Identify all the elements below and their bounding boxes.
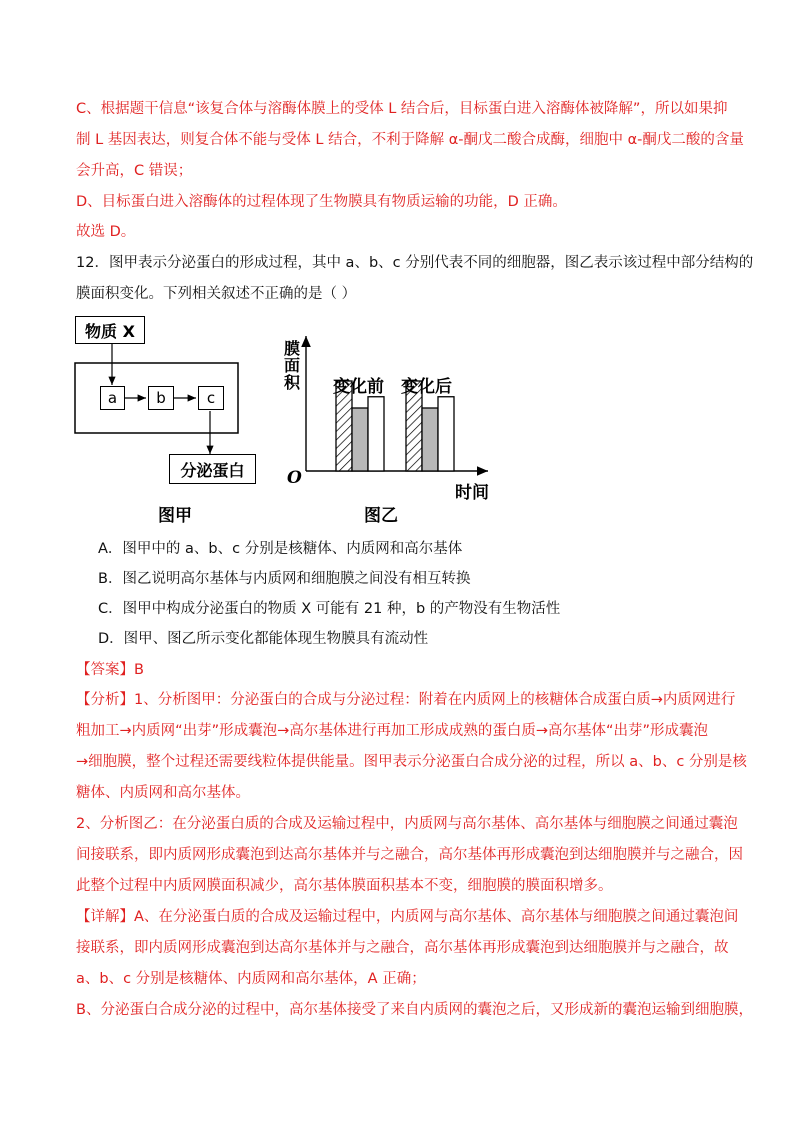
option-a: A．图甲中的 a、b、c 分别是核糖体、内质网和高尔基体 <box>98 541 463 557</box>
text-line: 制 L 基因表达，则复合体不能与受体 L 结合，不利于降解 α-酮戊二酸合成酶，细胞中 α-酮戊二酸的含量 <box>76 132 744 148</box>
detail-line: 接联系，即内质网形成囊泡到达高尔基体并与之融合，高尔基体再形成囊泡到达细胞膜并与之融合，故 <box>76 940 729 956</box>
figure-yi <box>280 326 500 526</box>
analysis-line: 【分析】1、分析图甲：分泌蛋白的合成与分泌过程：附着在内质网上的核糖体合成蛋白质→内质网进行 <box>76 692 736 708</box>
category-label-before: 变化前 <box>333 377 384 397</box>
analysis-line: 此整个过程中内质网膜面积减少，高尔基体膜面积基本不变，细胞膜的膜面积增多。 <box>76 878 613 894</box>
question-stem: 膜面积变化。下列相关叙述不正确的是（ ） <box>76 286 357 302</box>
bar-after-2 <box>422 408 438 471</box>
text-line: D、目标蛋白进入溶酶体的过程体现了生物膜具有物质运输的功能，D 正确。 <box>76 194 567 210</box>
bar-after-3 <box>438 397 454 471</box>
text-line: 会升高，C 错误； <box>76 163 193 179</box>
x-axis-label: 时间 <box>455 483 489 503</box>
option-d: D．图甲、图乙所示变化都能体现生物膜具有流动性 <box>98 631 429 647</box>
figure-jia-caption: 图甲 <box>158 506 192 526</box>
text-line: 故选 D。 <box>76 224 136 240</box>
detail-line: a、b、c 分别是核糖体、内质网和高尔基体，A 正确； <box>76 971 426 987</box>
analysis-line: →细胞膜，整个过程还需要线粒体提供能量。图甲表示分泌蛋白合成分泌的过程，所以 a、b、c 分别是核 <box>76 754 747 770</box>
answer-line: 【答案】B <box>76 662 144 678</box>
origin-label: O <box>287 468 302 488</box>
analysis-line: 2、分析图乙：在分泌蛋白质的合成及运输过程中，内质网与高尔基体、高尔基体与细胞膜之间通过囊泡 <box>76 816 738 832</box>
bar-before-3 <box>368 397 384 471</box>
figure-jia <box>72 314 272 524</box>
analysis-line: 糖体、内质网和高尔基体。 <box>76 785 250 801</box>
substance-x-box: 物质 X <box>75 316 145 344</box>
y-axis-label: 膜面积 <box>284 339 301 392</box>
organelle-a-box: a <box>100 386 125 410</box>
question-stem: 12．图甲表示分泌蛋白的形成过程，其中 a、b、c 分别代表不同的细胞器，图乙表示该过程中部分结构的 <box>76 255 754 271</box>
figure-jia-arrows <box>72 314 272 524</box>
detail-line: 【详解】A、在分泌蛋白质的合成及运输过程中，内质网与高尔基体、高尔基体与细胞膜之间通过囊泡间 <box>76 909 739 925</box>
organelle-b-box: b <box>148 386 174 410</box>
analysis-line: 间接联系，即内质网形成囊泡到达高尔基体并与之融合，高尔基体再形成囊泡到达细胞膜并与之融合，因 <box>76 847 743 863</box>
option-c: C．图甲中构成分泌蛋白的物质 X 可能有 21 种，b 的产物没有生物活性 <box>98 601 561 617</box>
figure-yi-caption: 图乙 <box>364 506 398 526</box>
category-label-after: 变化后 <box>401 377 452 397</box>
organelle-c-box: c <box>198 386 224 410</box>
bar-before-2 <box>352 408 368 471</box>
secretory-protein-box: 分泌蛋白 <box>169 454 256 484</box>
option-b: B．图乙说明高尔基体与内质网和细胞膜之间没有相互转换 <box>98 571 471 587</box>
text-line: C、根据题干信息“该复合体与溶酶体膜上的受体 L 结合后，目标蛋白进入溶酶体被降解”，所以如果抑 <box>76 101 728 117</box>
detail-line: B、分泌蛋白合成分泌的过程中，高尔基体接受了来自内质网的囊泡之后，又形成新的囊泡运输到细胞膜， <box>76 1002 753 1018</box>
analysis-line: 粗加工→内质网“出芽”形成囊泡→高尔基体进行再加工形成成熟的蛋白质→高尔基体“出芽”形成囊泡 <box>76 723 708 739</box>
